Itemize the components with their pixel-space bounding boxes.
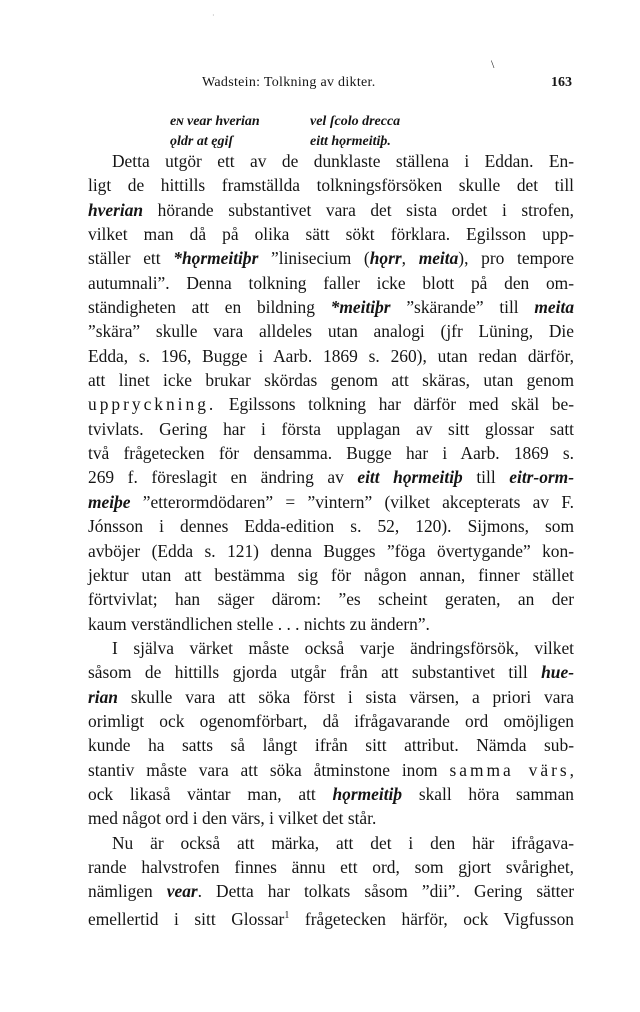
text-line: autumnali”. Denna tolkning faller icke blott på den om- xyxy=(88,272,574,293)
text-line: tvivlats. Gering har i första upplagan av sitt glossar satt xyxy=(88,418,574,439)
verse-half-line: vel ſcolo drecca xyxy=(310,114,401,129)
text-line: kunde ha satts så långt ifrån sitt attribut. Nämda sub- xyxy=(88,735,574,756)
tick-mark: \ xyxy=(491,57,495,71)
text-line: ställer ett *hǫrmeitiþr ”linisecium (hǫrr, meita), pro tempore xyxy=(88,248,575,269)
speck-mark: · xyxy=(212,11,215,20)
text-line: med något ord i den värs, i vilket det står. xyxy=(88,808,377,829)
text-line: Detta utgör ett av de dunklaste ställena i Eddan. En- xyxy=(112,151,574,171)
page-header xyxy=(120,75,580,95)
text-line: att linet icke brukar skördas genom att skäras, utan genom xyxy=(88,370,574,391)
verse-quotation xyxy=(170,112,400,152)
page-number: 163 xyxy=(551,75,572,90)
emphasis-word: hue- xyxy=(541,662,574,683)
emphasis-word: meita xyxy=(418,248,459,269)
emphasis-word: vear xyxy=(166,881,198,902)
verse-line xyxy=(170,112,400,132)
text-line: emellertid i sitt Glossar$^1$ frågetecken härför, ock Vigfusson xyxy=(88,908,575,929)
text-line: två frågetecken för densamma. Bugge har i Aarb. 1869 s. xyxy=(88,443,574,464)
text-line: rande halvstrofen finnes ännu ett ord, som gjort svårighet, xyxy=(88,856,574,877)
emphasis-word: meiþe xyxy=(88,491,131,512)
text-line: ständigheten att en bildning *meitiþr ”skärande” till meita xyxy=(88,297,575,318)
emphasis-word: hverian xyxy=(88,199,144,220)
verse-half-line: eɴ vear hverian xyxy=(170,114,260,129)
spaced-emphasis: uppryckning. xyxy=(88,394,217,415)
text-line: ock likaså väntar man, att hǫrmeitiþ skall höra samman xyxy=(88,783,574,804)
text-line: meiþe ”etterormdödaren” = ”vintern” (vilket akcepterats av F. xyxy=(88,491,574,512)
emphasis-word: rian xyxy=(88,686,118,707)
text-line: stantiv måste vara att söka åtminstone inom samma värs, xyxy=(88,759,574,780)
emphasis-word: eitt hǫrmeitiþ xyxy=(357,467,463,488)
text-line: rian skulle vara att söka först i sista värsen, a priori vara xyxy=(88,686,574,707)
text-line: uppryckning. Egilssons tolkning har därför med skäl be- xyxy=(88,394,574,415)
text-line: ”skära” skulle vara alldeles utan analogi (jfr Lüning, Die xyxy=(88,321,574,342)
footnote-marker: 1 xyxy=(284,909,290,921)
paragraph xyxy=(88,831,574,931)
text-line: Edda, s. 196, Bugge i Aarb. 1869 s. 260), utan redan därför, xyxy=(88,345,574,366)
text-line: såsom de hittills gjorda utgår från att substantivet till hue- xyxy=(88,662,574,683)
text-line: orimligt ock ogenomförbart, då ifrågavarande ord omöjligen xyxy=(88,710,574,731)
text-line: ligt de hittills framställda tolkningsförsöken skulle det till xyxy=(88,175,574,196)
verse-half-line: eitt hǫrmeitiþ. xyxy=(310,134,391,149)
text-line: vilket man då på olika sätt sökt förklara. Egilsson upp- xyxy=(88,224,574,245)
body-text xyxy=(88,149,574,931)
emphasis-word: *hǫrmeitiþr xyxy=(173,248,259,269)
text-line: jektur utan att bestämma sig för någon annan, finner stället xyxy=(88,564,574,585)
running-title: Wadstein: Tolkning av dikter. xyxy=(202,75,376,90)
text-line: förtvivlat; han säger därom: ”es scheint geraten, an der xyxy=(88,589,574,610)
verse-half-line: ǫldr at ęgiſ xyxy=(170,134,233,149)
emphasis-word: hǫrmeitiþ xyxy=(332,783,403,804)
text-line: 269 f. föreslagit en ändring av eitt hǫrmeitiþ till eitr-orm- xyxy=(88,467,574,488)
emphasis-word: hǫrr xyxy=(369,248,402,269)
text-line: kaum verständlichen stelle . . . nichts zu ändern”. xyxy=(88,613,430,634)
paragraph xyxy=(88,149,574,636)
text-line: nämligen vear. Detta har tolkats såsom ”dii”. Gering sätter xyxy=(88,881,575,902)
emphasis-word: eitr-orm- xyxy=(509,467,574,488)
text-line: hverian hörande substantivet vara det sista ordet i strofen, xyxy=(88,199,574,220)
emphasis-word: *meitiþr xyxy=(330,297,391,318)
emphasis-word: meita xyxy=(534,297,575,318)
spaced-emphasis: samma värs xyxy=(449,759,570,780)
text-line: Jónsson i dennes Edda-edition s. 52, 120). Sijmons, som xyxy=(88,516,574,537)
text-line: I själva värket måste också varje ändringsförsök, vilket xyxy=(112,637,574,658)
text-line: Nu är också att märka, att det i den här ifrågava- xyxy=(112,832,574,853)
text-line: avböjer (Edda s. 121) denna Bugges ”föga övertygande” kon- xyxy=(88,540,574,561)
paragraph xyxy=(88,636,574,831)
